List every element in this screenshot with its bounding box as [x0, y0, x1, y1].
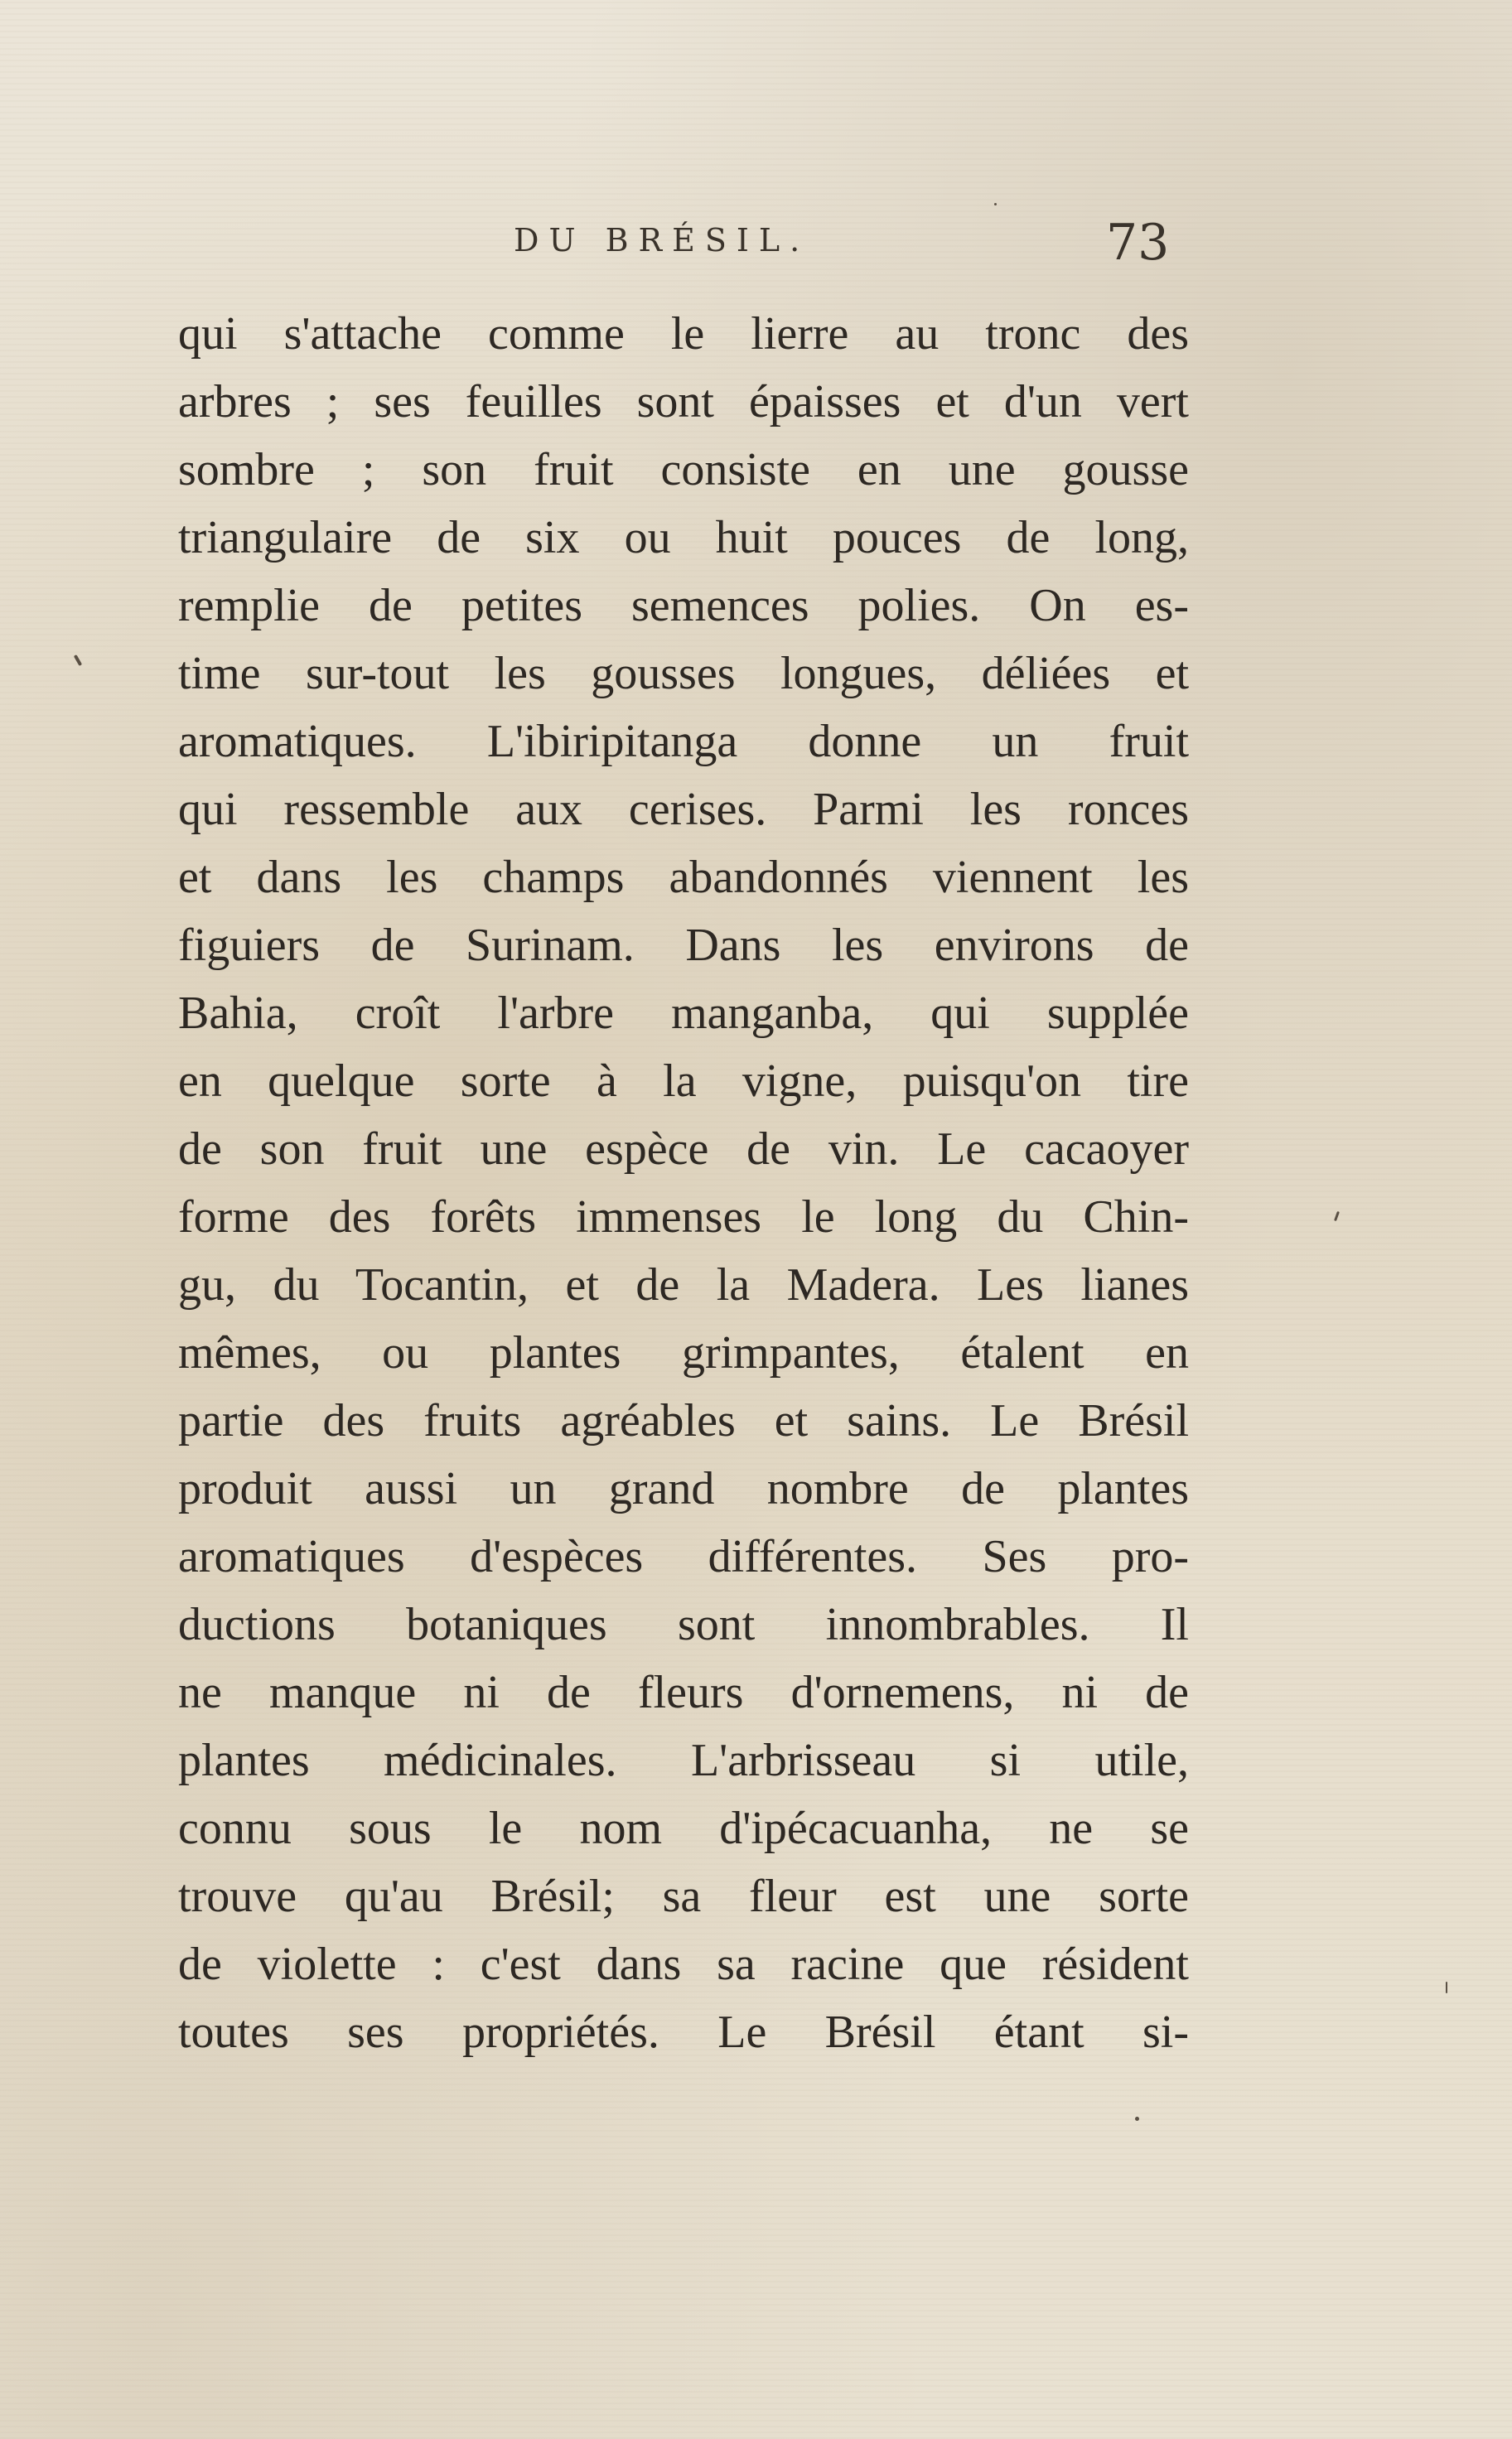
text-line: time sur-tout les gousses longues, déliées et	[178, 648, 1189, 699]
text-line: de violette : c'est dans sa racine que résident	[178, 1939, 1189, 1990]
text-line: qui ressemble aux cerises. Parmi les ronces	[178, 784, 1189, 835]
text-line: Bahia, croît l'arbre manganba, qui supplée	[178, 988, 1189, 1039]
paper-speck	[994, 203, 997, 205]
text-line: mêmes, ou plantes grimpantes, étalent en	[178, 1327, 1189, 1379]
text-line: arbres ; ses feuilles sont épaisses et d'un vert	[178, 376, 1189, 427]
text-line: sombre ; son fruit consiste en une gousse	[178, 444, 1189, 495]
text-line: plantes médicinales. L'arbrisseau si utile,	[178, 1735, 1189, 1786]
body-text	[178, 300, 1189, 2066]
page-number: 73	[1106, 214, 1170, 272]
text-line: produit aussi un grand nombre de plantes	[178, 1463, 1189, 1514]
text-line: triangulaire de six ou huit pouces de long,	[178, 512, 1189, 563]
text-line: trouve qu'au Brésil; sa fleur est une sorte	[178, 1871, 1189, 1922]
text-line: connu sous le nom d'ipécacuanha, ne se	[178, 1803, 1189, 1854]
text-line: qui s'attache comme le lierre au tronc des	[178, 308, 1189, 360]
text-line: partie des fruits agréables et sains. Le Brésil	[178, 1395, 1189, 1446]
text-line: forme des forêts immenses le long du Chin-	[178, 1191, 1189, 1243]
text-line: en quelque sorte à la vigne, puisqu'on tire	[178, 1055, 1189, 1107]
running-head: DU BRÉSIL.	[514, 222, 810, 258]
paper-speck	[74, 654, 82, 666]
text-line: remplie de petites semences polies. On es-	[178, 580, 1189, 631]
text-line: figuiers de Surinam. Dans les environs de	[178, 920, 1189, 971]
paper-speck	[1446, 1982, 1447, 1993]
text-line: toutes ses propriétés. Le Brésil étant si-	[178, 2007, 1189, 2058]
text-line: aromatiques. L'ibiripitanga donne un fruit	[178, 716, 1189, 767]
text-line: ne manque ni de fleurs d'ornemens, ni de	[178, 1667, 1189, 1718]
paper-speck	[1135, 2117, 1139, 2121]
text-line: aromatiques d'espèces différentes. Ses pro-	[178, 1531, 1189, 1582]
text-line: et dans les champs abandonnés viennent les	[178, 852, 1189, 903]
text-line: ductions botaniques sont innombrables. Il	[178, 1599, 1189, 1650]
text-line: de son fruit une espèce de vin. Le cacaoyer	[178, 1123, 1189, 1175]
text-line: gu, du Tocantin, et de la Madera. Les lianes	[178, 1259, 1189, 1311]
paper-speck	[1334, 1211, 1340, 1221]
